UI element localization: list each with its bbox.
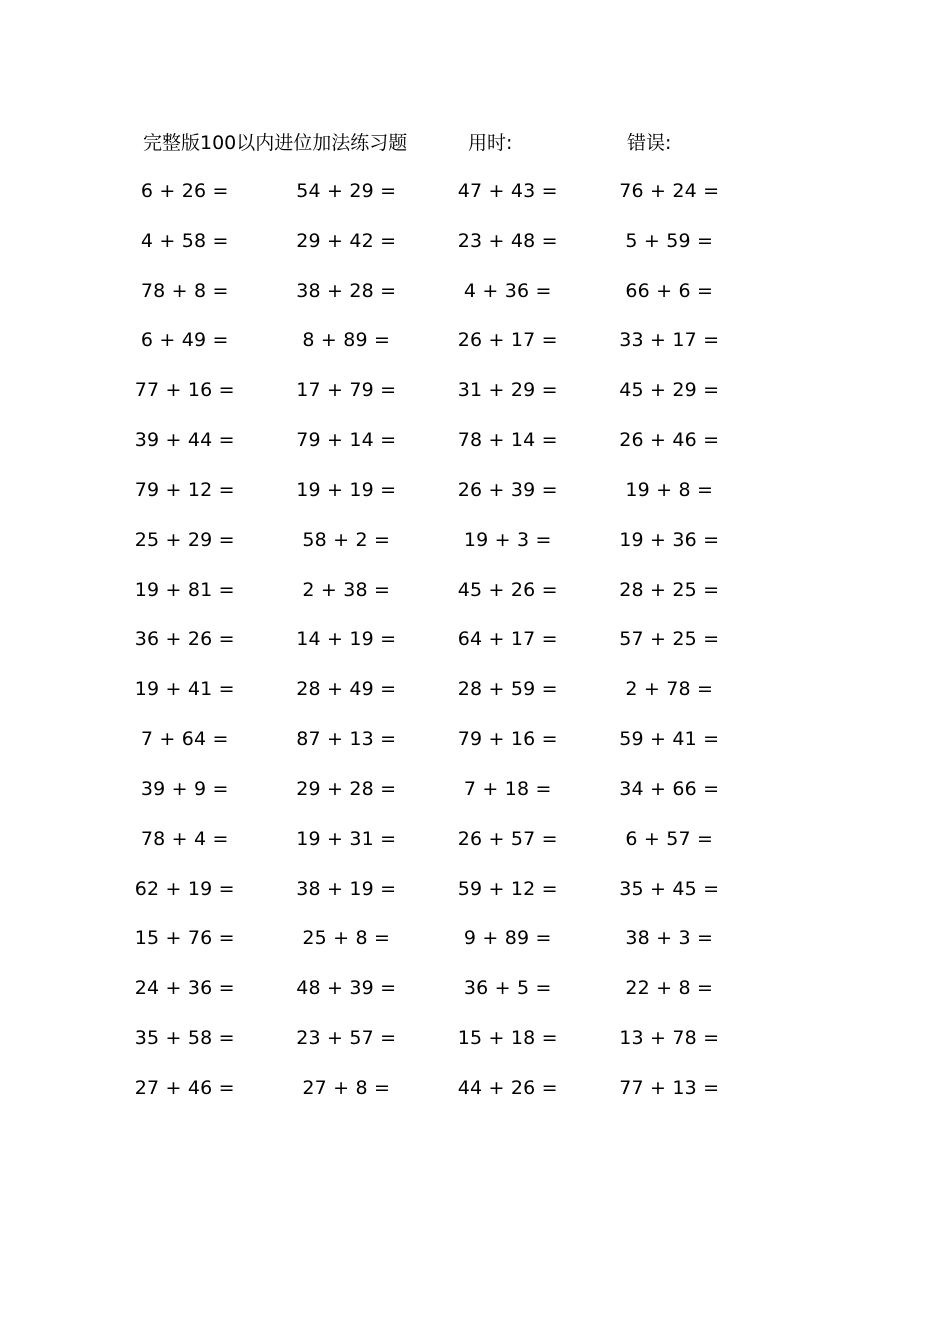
addition-problem: 2 + 38 = — [302, 578, 391, 601]
worksheet-header — [0, 128, 950, 158]
addition-problem: 29 + 28 = — [296, 777, 397, 800]
addition-problem: 79 + 14 = — [296, 429, 397, 452]
error-label: 错误: — [627, 132, 672, 154]
addition-problem: 87 + 13 = — [296, 728, 397, 751]
addition-problem: 4 + 58 = — [140, 229, 229, 252]
addition-problem: 19 + 19 = — [296, 478, 397, 501]
addition-problem: 25 + 29 = — [134, 528, 235, 551]
addition-problem: 9 + 89 = — [463, 927, 552, 950]
addition-problem: 26 + 57 = — [457, 827, 558, 850]
addition-problem: 15 + 18 = — [457, 1027, 558, 1050]
addition-problem: 48 + 39 = — [296, 977, 397, 1000]
addition-problem: 35 + 58 = — [134, 1027, 235, 1050]
addition-problem: 59 + 41 = — [619, 728, 720, 751]
addition-problem: 26 + 46 = — [619, 429, 720, 452]
addition-problem: 44 + 26 = — [457, 1076, 558, 1099]
addition-problem: 27 + 46 = — [134, 1076, 235, 1099]
problem-grid — [104, 176, 750, 1123]
addition-problem: 58 + 2 = — [302, 528, 391, 551]
addition-problem: 22 + 8 = — [625, 977, 714, 1000]
addition-problem: 39 + 44 = — [134, 429, 235, 452]
addition-problem: 7 + 18 = — [463, 777, 552, 800]
addition-problem: 15 + 76 = — [134, 927, 235, 950]
addition-problem: 6 + 49 = — [140, 329, 229, 352]
addition-problem: 6 + 57 = — [625, 827, 714, 850]
addition-problem: 19 + 31 = — [296, 827, 397, 850]
addition-problem: 77 + 13 = — [619, 1076, 720, 1099]
addition-problem: 23 + 57 = — [296, 1027, 397, 1050]
addition-problem: 34 + 66 = — [619, 777, 720, 800]
addition-problem: 19 + 36 = — [619, 528, 720, 551]
addition-problem: 2 + 78 = — [625, 678, 714, 701]
addition-problem: 6 + 26 = — [140, 180, 229, 202]
addition-problem: 19 + 8 = — [625, 478, 714, 501]
worksheet-title: 完整版100以内进位加法练习题 — [143, 132, 408, 154]
addition-problem: 54 + 29 = — [296, 180, 397, 202]
addition-problem: 36 + 26 = — [134, 628, 235, 651]
addition-problem: 64 + 17 = — [457, 628, 558, 651]
addition-problem: 33 + 17 = — [619, 329, 720, 352]
addition-problem: 45 + 26 = — [457, 578, 558, 601]
addition-problem: 28 + 25 = — [619, 578, 720, 601]
time-label: 用时: — [468, 132, 513, 154]
addition-problem: 28 + 49 = — [296, 678, 397, 701]
addition-problem: 4 + 36 = — [463, 279, 552, 302]
addition-problem: 76 + 24 = — [619, 180, 720, 202]
addition-problem: 78 + 14 = — [457, 429, 558, 452]
addition-problem: 31 + 29 = — [457, 379, 558, 402]
addition-problem: 79 + 12 = — [134, 478, 235, 501]
addition-problem: 29 + 42 = — [296, 229, 397, 252]
addition-problem: 78 + 8 = — [140, 279, 229, 302]
addition-problem: 23 + 48 = — [457, 229, 558, 252]
addition-problem: 8 + 89 = — [302, 329, 391, 352]
addition-problem: 14 + 19 = — [296, 628, 397, 651]
addition-problem: 19 + 41 = — [134, 678, 235, 701]
addition-problem: 28 + 59 = — [457, 678, 558, 701]
addition-problem: 62 + 19 = — [134, 877, 235, 900]
addition-problem: 24 + 36 = — [134, 977, 235, 1000]
addition-problem: 59 + 12 = — [457, 877, 558, 900]
addition-problem: 38 + 19 = — [296, 877, 397, 900]
addition-problem: 36 + 5 = — [463, 977, 552, 1000]
addition-problem: 26 + 39 = — [457, 478, 558, 501]
addition-problem: 45 + 29 = — [619, 379, 720, 402]
addition-problem: 13 + 78 = — [619, 1027, 720, 1050]
addition-problem: 27 + 8 = — [302, 1076, 391, 1099]
addition-problem: 38 + 3 = — [625, 927, 714, 950]
addition-problem: 19 + 81 = — [134, 578, 235, 601]
addition-problem: 39 + 9 = — [140, 777, 229, 800]
addition-problem: 38 + 28 = — [296, 279, 397, 302]
addition-problem: 35 + 45 = — [619, 877, 720, 900]
addition-problem: 79 + 16 = — [457, 728, 558, 751]
addition-problem: 25 + 8 = — [302, 927, 391, 950]
addition-problem: 5 + 59 = — [625, 229, 714, 252]
addition-problem: 26 + 17 = — [457, 329, 558, 352]
addition-problem: 47 + 43 = — [457, 180, 558, 202]
addition-problem: 17 + 79 = — [296, 379, 397, 402]
addition-problem: 7 + 64 = — [140, 728, 229, 751]
addition-problem: 19 + 3 = — [463, 528, 552, 551]
addition-problem: 57 + 25 = — [619, 628, 720, 651]
addition-problem: 77 + 16 = — [134, 379, 235, 402]
addition-problem: 78 + 4 = — [140, 827, 229, 850]
addition-problem: 66 + 6 = — [625, 279, 714, 302]
